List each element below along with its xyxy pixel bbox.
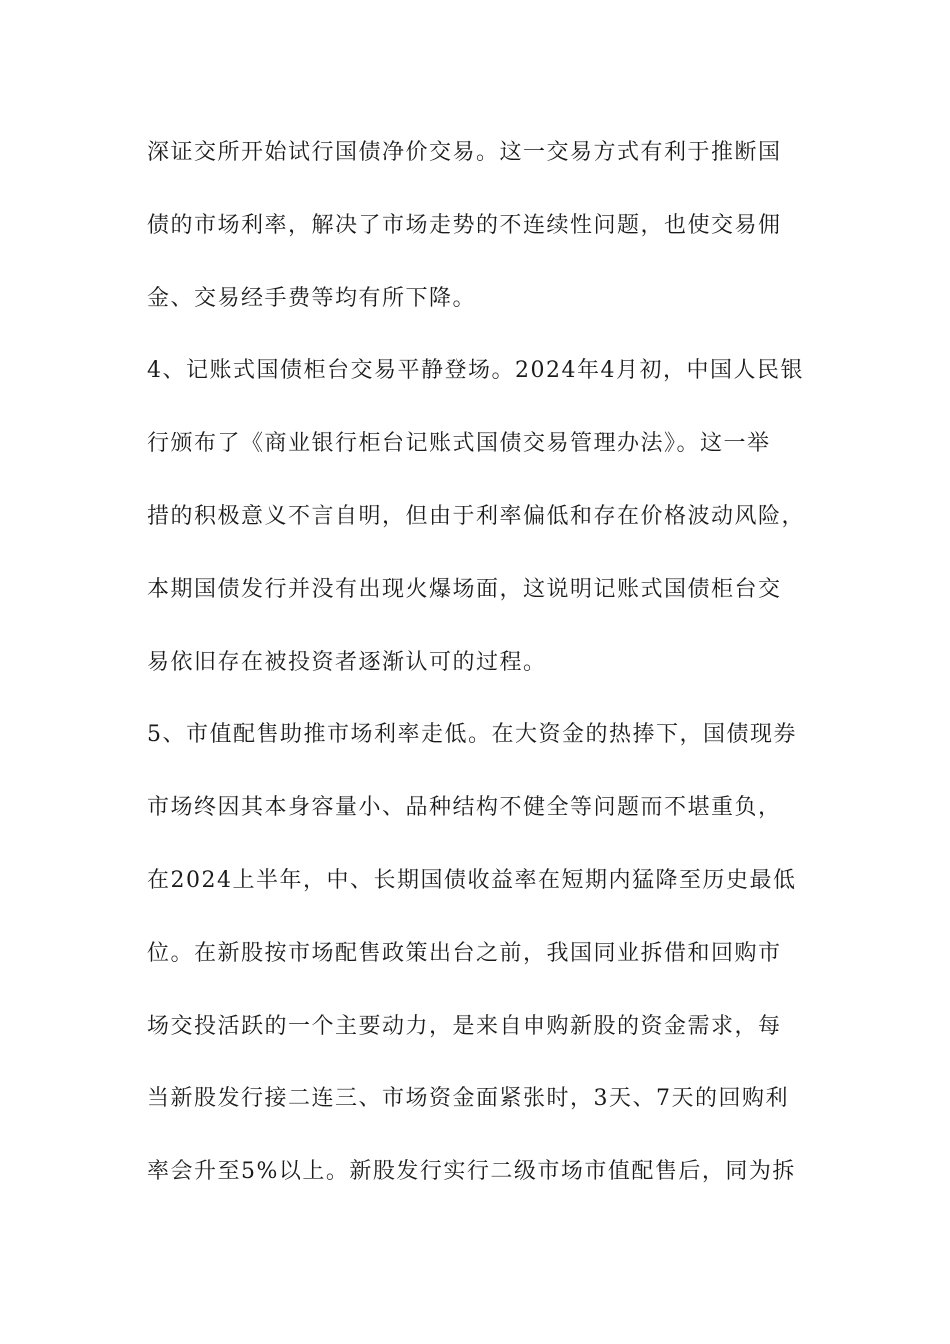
text-line: 易依旧存在被投资者逐渐认可的过程。 xyxy=(147,649,547,675)
text-line: 措的积极意义不言自明，但由于利率偏低和存在价格波动风险， xyxy=(147,503,806,529)
text-line: 当新股发行接二连三、市场资金面紧张时，3天、7天的回购利 xyxy=(147,1086,789,1112)
text-line: 在2024上半年，中、长期国债收益率在短期内猛降至历史最低 xyxy=(147,867,797,893)
text-line: 深证交所开始试行国债净价交易。这一交易方式有利于推断国 xyxy=(147,140,782,165)
text-line: 4、记账式国债柜台交易平静登场。2024年4月初，中国人民银 xyxy=(147,358,804,384)
text-line: 5、市值配售助推市场利率走低。在大资金的热捧下，国债现券 xyxy=(147,722,797,748)
text-line: 金、交易经手费等均有所下降。 xyxy=(147,285,477,311)
text-line: 本期国债发行并没有出现火爆场面，这说明记账式国债柜台交 xyxy=(147,576,782,602)
text-line: 场交投活跃的一个主要动力，是来自申购新股的资金需求，每 xyxy=(147,1013,782,1039)
body-text xyxy=(147,134,827,1226)
text-line: 市场终因其本身容量小、品种结构不健全等问题而不堪重负， xyxy=(147,795,782,821)
text-line: 位。在新股按市场配售政策出台之前，我国同业拆借和回购市 xyxy=(147,940,782,966)
text-line: 行颁布了《商业银行柜台记账式国债交易管理办法》。这一举 xyxy=(147,431,771,457)
text-line: 率会升至5%以上。新股发行实行二级市场市值配售后，同为拆 xyxy=(147,1159,796,1185)
text-line: 债的市场利率，解决了市场走势的不连续性问题，也使交易佣 xyxy=(147,212,782,238)
